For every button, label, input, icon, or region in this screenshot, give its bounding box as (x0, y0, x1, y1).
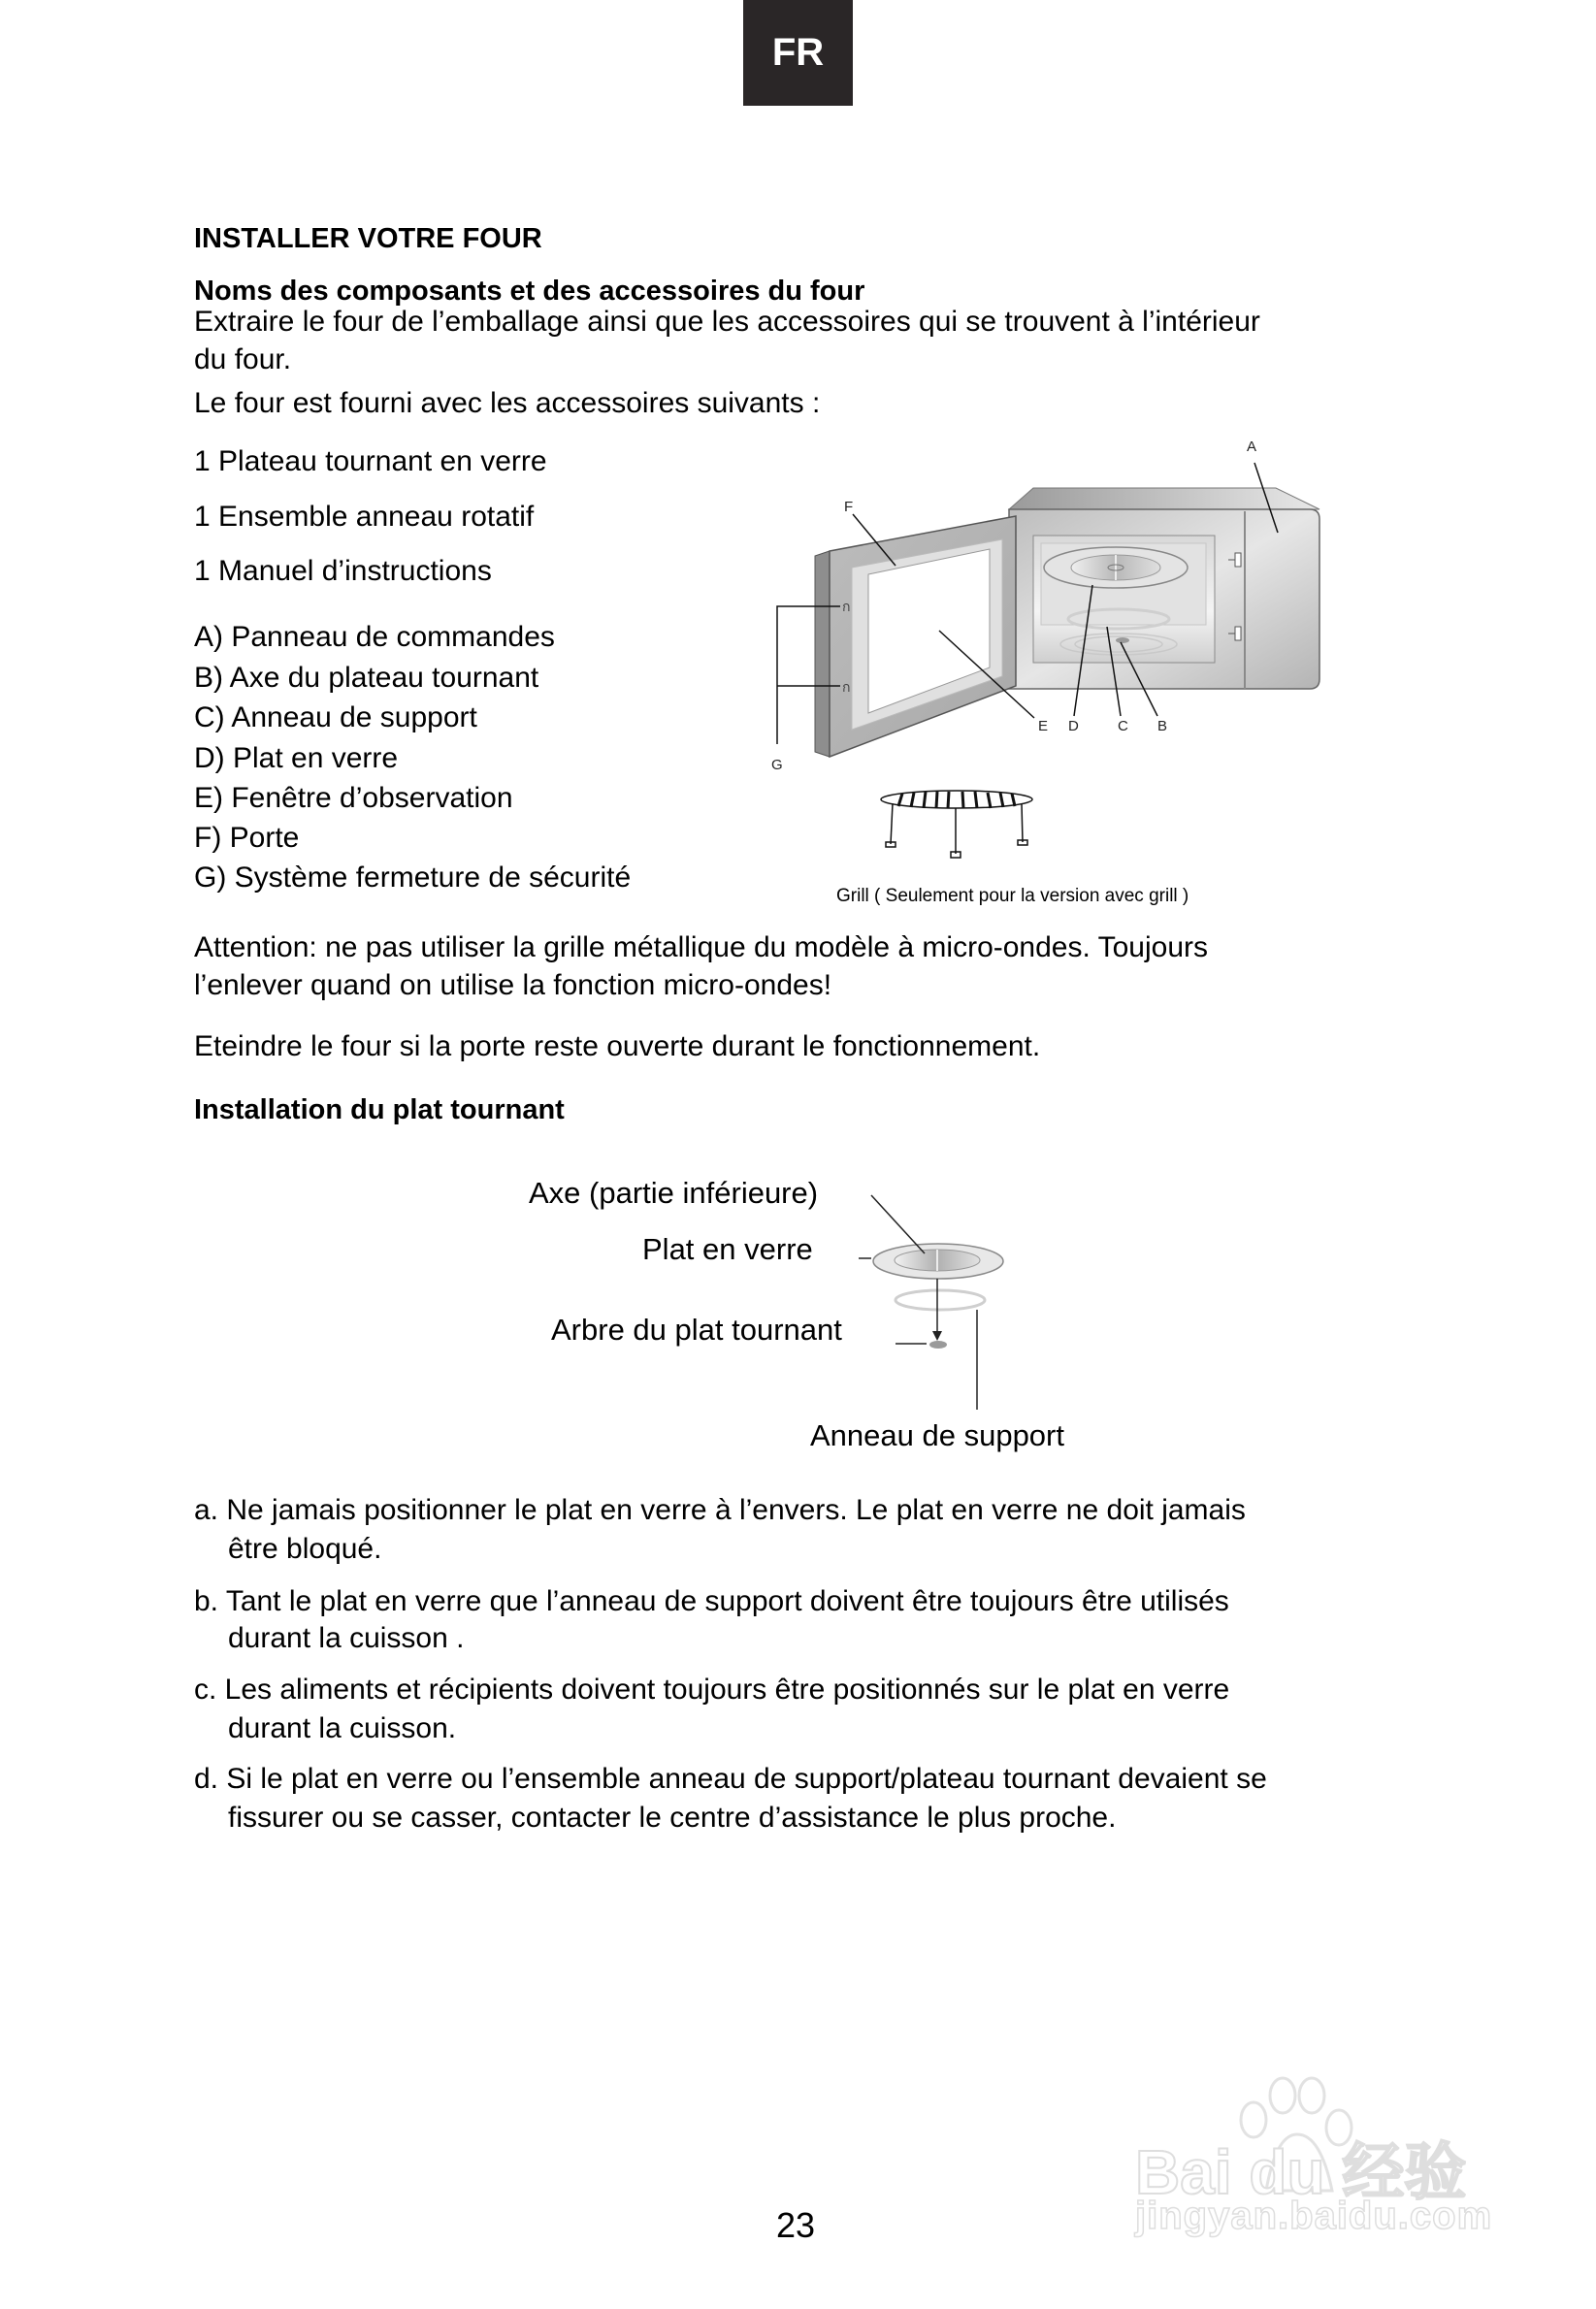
language-tab-label: FR (771, 31, 825, 74)
attention-line-2: l’enlever quand on utilise la fonction micro-ondes! (194, 969, 832, 1001)
note-b-line-1: b. Tant le plat en verre que l’anneau de support doivent être toujours être utilisés (194, 1585, 1229, 1617)
diagram-label-f: F (844, 499, 854, 515)
diagram-label-g: G (771, 757, 783, 773)
diagram-label-a: A (1247, 439, 1257, 455)
section-subtitle: Noms des composants et des accessoires du four (194, 276, 865, 307)
diagram-label-e: E (1038, 718, 1049, 734)
component-item: F) Porte (194, 822, 300, 854)
accessory-item: 1 Manuel d’instructions (194, 555, 492, 587)
watermark-url: jingyan.baidu.com (1135, 2195, 1493, 2237)
section-title: INSTALLER VOTRE FOUR (194, 223, 542, 254)
note-a-line-2: être bloqué. (228, 1533, 382, 1565)
baidu-watermark (1130, 2066, 1499, 2251)
door-open-warning: Eteindre le four si la porte reste ouverte durant le fonctionnement. (194, 1030, 1041, 1062)
label-glass-plate: Plat en verre (642, 1232, 813, 1266)
svg-text:ก: ก (842, 599, 851, 614)
watermark-brand: Bai du 经验 (1135, 2137, 1467, 2207)
component-item: E) Fenêtre d’observation (194, 782, 513, 814)
note-b-line-2: durant la cuisson . (228, 1622, 465, 1654)
intro-line-1: Extraire le four de l’emballage ainsi que les accessoires qui se trouvent à l’intérieur (194, 306, 1260, 338)
component-item: B) Axe du plateau tournant (194, 662, 539, 694)
turntable-title: Installation du plat tournant (194, 1094, 565, 1125)
diagram-label-b: B (1157, 718, 1168, 734)
component-item: C) Anneau de support (194, 701, 477, 733)
note-d-line-1: d. Si le plat en verre ou l’ensemble anneau de support/plateau tournant devaient se (194, 1763, 1267, 1795)
svg-text:ก: ก (842, 679, 851, 695)
label-axle: Axe (partie inférieure) (529, 1176, 819, 1210)
note-a-line-1: a. Ne jamais positionner le plat en verre à l’envers. Le plat en verre ne doit jamais (194, 1494, 1246, 1526)
grill-caption: Grill ( Seulement pour la version avec grill ) (836, 886, 1189, 906)
component-item: D) Plat en verre (194, 742, 399, 774)
note-c-line-2: durant la cuisson. (228, 1712, 457, 1744)
note-c-line-1: c. Les aliments et récipients doivent toujours être positionnés sur le plat en verre (194, 1674, 1230, 1706)
accessories-intro: Le four est fourni avec les accessoires suivants : (194, 387, 821, 419)
page-number: 23 (776, 2205, 816, 2245)
attention-line-1: Attention: ne pas utiliser la grille métallique du modèle à micro-ondes. Toujours (194, 931, 1209, 963)
diagram-label-d: D (1068, 718, 1079, 734)
component-item: A) Panneau de commandes (194, 621, 555, 653)
note-d-line-2: fissurer ou se casser, contacter le centre d’assistance le plus proche. (228, 1802, 1117, 1834)
accessory-item: 1 Ensemble anneau rotatif (194, 501, 535, 533)
accessory-item: 1 Plateau tournant en verre (194, 445, 547, 477)
diagram-label-c: C (1118, 718, 1128, 734)
intro-line-2: du four. (194, 343, 292, 375)
label-shaft: Arbre du plat tournant (551, 1313, 842, 1347)
label-support-ring: Anneau de support (810, 1418, 1064, 1452)
component-item: G) Système fermeture de sécurité (194, 862, 632, 894)
